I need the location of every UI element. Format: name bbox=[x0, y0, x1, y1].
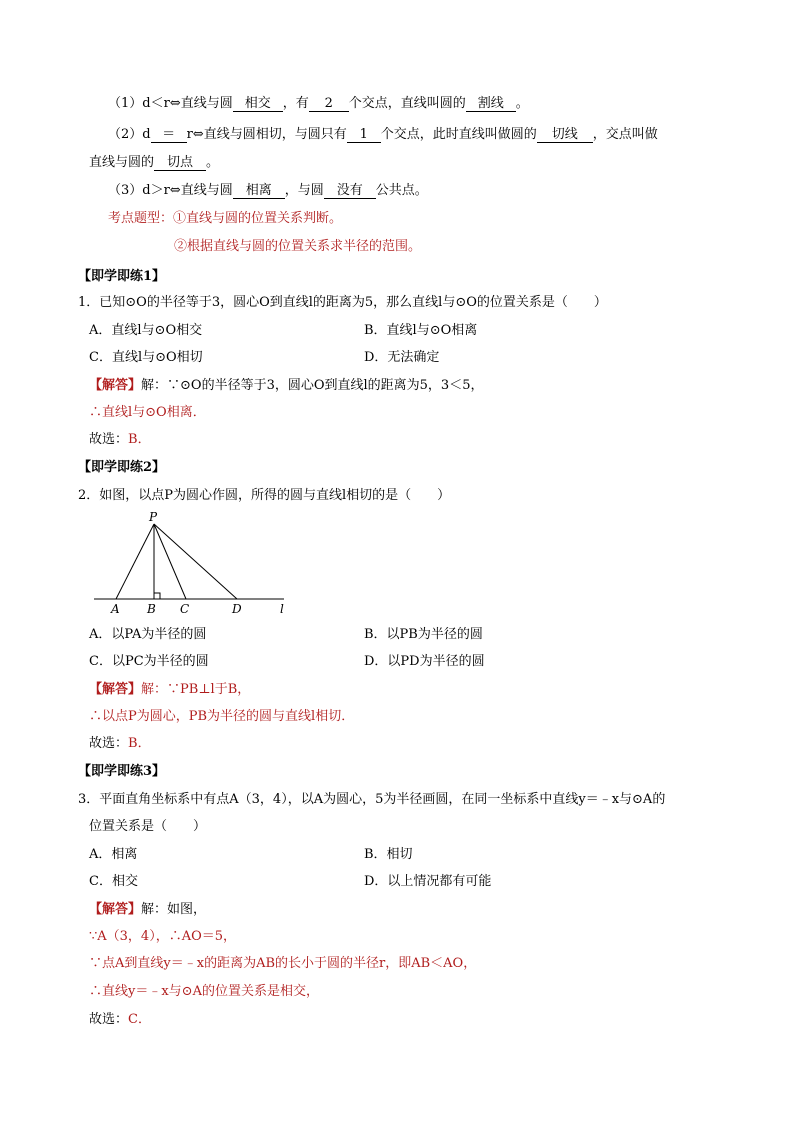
answer-3-line-2: ∵A（3，4），∴AO＝5， bbox=[89, 929, 237, 944]
intro-line-2b: 直线与圆的 切点 。 bbox=[89, 155, 220, 170]
option-d: D．以PD为半径的圆 bbox=[364, 654, 485, 669]
answer-1-choice: 故选：B． bbox=[89, 432, 151, 447]
label-a: A bbox=[111, 602, 120, 616]
answer-2-line-2: ∴以点P为圆心，PB为半径的圆与直线l相切． bbox=[89, 709, 355, 724]
blank-answer: 没有 bbox=[324, 183, 376, 199]
key-point-2: ②根据直线与圆的位置关系求半径的范围。 bbox=[174, 239, 422, 254]
blank-answer: 1 bbox=[347, 127, 381, 143]
answer-1-line-2: ∴直线l与⊙O相离． bbox=[89, 405, 206, 420]
intro-line-1: （1）d＜r⇔直线与圆 相交 ，有 2 个交点，直线叫圆的 割线 。 bbox=[108, 96, 529, 111]
question-1: 1．已知⊙O的半径等于3，圆心O到直线l的距离为5，那么直线l与⊙O的位置关系是（ ） bbox=[78, 295, 607, 310]
answer-3: 【解答】解：如图， bbox=[89, 902, 207, 917]
option-d: D．以上情况都有可能 bbox=[364, 874, 492, 889]
answer-2: 【解答】解：∵PB⊥l于B， bbox=[89, 682, 251, 697]
answer-3-line-3: ∵点A到直线y＝﹣x的距离为AB的长小于圆的半径r，即AB＜AO， bbox=[89, 956, 477, 971]
key-point-1: 考点题型：①直线与圆的位置关系判断。 bbox=[108, 211, 343, 226]
option-c: C．直线l与⊙O相切 bbox=[89, 350, 203, 365]
answer-tag: 【解答】 bbox=[89, 682, 142, 697]
answer-3-choice: 故选：C． bbox=[89, 1012, 151, 1027]
answer-tag: 【解答】 bbox=[89, 902, 142, 917]
segment-pd bbox=[154, 524, 237, 599]
blank-answer: 相交 bbox=[233, 96, 283, 112]
label-b: B bbox=[147, 602, 156, 616]
intro-line-3: （3）d＞r⇔直线与圆 相离 ，与圆 没有 公共点。 bbox=[108, 183, 428, 198]
practice-header-1: 【即学即练1】 bbox=[78, 269, 166, 284]
answer-tag: 【解答】 bbox=[89, 378, 142, 393]
segment-pc bbox=[154, 524, 186, 599]
blank-answer: 2 bbox=[309, 96, 349, 112]
blank-answer: 切点 bbox=[154, 155, 206, 171]
option-b: B．相切 bbox=[364, 847, 413, 862]
practice-header-2: 【即学即练2】 bbox=[78, 460, 166, 475]
blank-answer: ＝ bbox=[151, 127, 187, 143]
option-b: B．以PB为半径的圆 bbox=[364, 627, 483, 642]
intro-line-2: （2）d ＝ r⇔直线与圆相切，与圆只有 1 个交点，此时直线叫做圆的 切线 ，交点叫做 bbox=[108, 127, 658, 142]
option-a: A．直线l与⊙O相交 bbox=[89, 323, 203, 338]
geometry-figure bbox=[90, 510, 300, 620]
blank-answer: 割线 bbox=[466, 96, 516, 112]
option-a: A．以PA为半径的圆 bbox=[89, 627, 207, 642]
label-d: D bbox=[232, 602, 242, 616]
question-2: 2．如图，以点P为圆心作圆，所得的圆与直线l相切的是（ ） bbox=[78, 488, 451, 503]
answer-2-choice: 故选：B． bbox=[89, 736, 151, 751]
label-l: l bbox=[280, 602, 284, 616]
blank-answer: 相离 bbox=[233, 183, 285, 199]
option-b: B．直线l与⊙O相离 bbox=[364, 323, 478, 338]
right-angle-mark bbox=[154, 593, 160, 599]
question-3: 3．平面直角坐标系中有点A（3，4），以A为圆心，5为半径画圆，在同一坐标系中直线y＝﹣x与⊙A的 bbox=[78, 792, 666, 807]
option-c: C．以PC为半径的圆 bbox=[89, 654, 209, 669]
practice-header-3: 【即学即练3】 bbox=[78, 764, 166, 779]
option-c: C．相交 bbox=[89, 874, 138, 889]
blank-answer: 切线 bbox=[537, 127, 593, 143]
label-c: C bbox=[180, 602, 190, 616]
label-p: P bbox=[149, 510, 158, 524]
option-d: D．无法确定 bbox=[364, 350, 440, 365]
question-3-line-2: 位置关系是（ ） bbox=[89, 819, 207, 834]
segment-pa bbox=[116, 524, 154, 599]
option-a: A．相离 bbox=[89, 847, 138, 862]
answer-3-line-4: ∴直线y＝﹣x与⊙A的位置关系是相交， bbox=[89, 984, 319, 999]
answer-1: 【解答】解：∵⊙O的半径等于3，圆心O到直线l的距离为5，3＜5， bbox=[89, 378, 484, 393]
